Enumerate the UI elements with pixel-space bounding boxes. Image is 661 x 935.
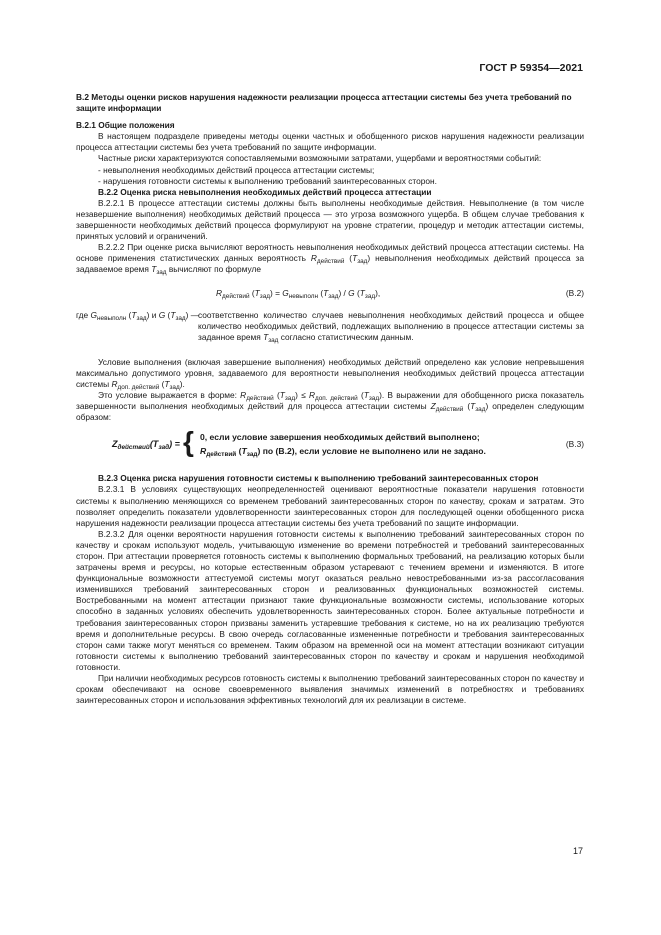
standard-designation: ГОСТ Р 59354—2021 bbox=[479, 62, 583, 74]
section-title: В.2 Методы оценки рисков нарушения надежности реализации процесса аттестации системы без учета требований по защите информации bbox=[76, 92, 572, 114]
subsection-title-1: В.2.1 Общие положения bbox=[76, 120, 175, 131]
formula-b3 bbox=[76, 427, 584, 465]
brace-symbol: { bbox=[183, 426, 194, 458]
subsection-title-2: В.2.2 Оценка риска невыполнения необходимых действий процесса аттестации bbox=[98, 186, 432, 197]
legend-terms: где $G_{невыполн}$ $(T_{зад})$ и G $(T_{зад})$ — bbox=[76, 309, 200, 322]
paragraph: Это условие выражается в форме: $R_{действий}$ $(T_{зад}) \le R_{доп. действий}$ $(T_{зад})$. В выражении для обобщенного риска показатель завершенности выполнения необходимых действий для процесса аттестации системы $Z_{действий}$ $(T_{зад})$ определен следующим образом: bbox=[76, 390, 584, 423]
formula-number: (В.3) bbox=[565, 439, 584, 450]
formula-legend bbox=[76, 310, 584, 343]
subsection-title-3: В.2.3 Оценка риска нарушения готовности системы к выполнению требований заинтересованных сторон bbox=[98, 473, 539, 484]
formula-expression: $R_{действий}$ $(T_{зад}) = G_{невыполн}$ $(T_{зад})$ / G $(T_{зад})$, bbox=[216, 287, 381, 300]
page-number: 17 bbox=[572, 846, 583, 856]
paragraph: При наличии необходимых ресурсов готовность системы к выполнению требований заинтересованных сторон по качеству и срокам обеспечивают на основе своевременного выявления значимых изменений в потребностях и требованиях заинтересованных сторон и использования эффективных технологий для их реализации в системе. bbox=[76, 673, 584, 706]
paragraph: Условие выполнения (включая завершение выполнения) необходимых действий определено как условие непревышения максимально допустимого уровня, задаваемого для вероятности невыполнения необходимых действий процесса аттестации системы $R_{доп. действий}$ $(T_{зад})$. bbox=[76, 356, 584, 391]
paragraph: В.2.2.1 В процессе аттестации системы должны быть выполнены необходимые действия. Невыполнение (в том числе незавершение выполнения) необходимых действий процесса — это угроза возможного ущерба. В общем случае требования к завершенности необходимых действий процесса формулируют на уровне стратегии, процедур и методик аттестации системы, принятых условий и ограничений. bbox=[76, 197, 584, 242]
case-2: $R_{действий}$ $(T_{зад})$ по (В.2), если условие не выполнено или не задано. bbox=[200, 446, 486, 459]
paragraph: В.2.3.1 В условиях существующих неопределенностей оценивают вероятностные показатели нарушения готовности системы к выполнению меняющихся со временем требований заинтересованных сторон по качеству, срокам и затратам. Это позволяет определить показатели удовлетворенности заинтересованных сторон для последующей оценки обобщенного риска нарушения надежности реализации процесса аттестации системы без учета требований по защите информации. bbox=[76, 484, 584, 528]
legend-text: соответственно количество случаев невыполнения необходимых действий процесса и общее количество необходимых действий, подлежащих выполнению в процессе аттестации системы за заданное время $T_{зад}$ согласно статистическим данным. bbox=[198, 309, 584, 344]
paragraph: В.2.2.2 При оценке риска вычисляют вероятность невыполнения необходимых действий процесса аттестации системы. На основе применения статистических данных вероятность $R_{действий}$ $(T_{зад})$ невыполнения необходимых действий процесса за задаваемое время $T_{зад}$ вычисляют по формуле bbox=[76, 242, 584, 277]
formula-lhs: $Z_{действий}(T_{зад})$ = bbox=[112, 439, 180, 452]
paragraph: В настоящем подразделе приведены методы оценки частных и обобщенного рисков нарушения надежности реализации процесса аттестации системы без учета требований по защите информации. bbox=[76, 131, 584, 153]
formula-b2 bbox=[76, 282, 584, 308]
case-1: 0, если условие завершения необходимых действий выполнено; bbox=[200, 432, 480, 443]
formula-number: (В.2) bbox=[565, 287, 584, 298]
paragraph: Частные риски характеризуются сопоставляемыми возможными затратами, ущербами и вероятностями событий: bbox=[98, 153, 542, 164]
paragraph: В.2.3.2 Для оценки вероятности нарушения готовности системы к выполнению требований заинтересованных сторон по качеству и срокам используют модель, учитывающую изменение во времени потребностей и требований заинтересованных сторон. При аттестации проверяется готовность системы к выполнению формальных требований, на реализацию которых были затрачены время и ресурсы, но которые естественным образом устаревают с течением времени и изменяются. В итоге функциональные возможности аттестуемой системы могут оказаться реально невостребованными из-за рассогласования изменившихся требований заинтересованных сторон и реализованных функциональных возможностей системы. Востребованными на момент аттестации признают такие функциональные возможности системы, использование которых способно в заданных условиях обеспечить удовлетворенность заинтересованных сторон. Более актуальные потребности и требования заинтересованных сторон призваны заменить устаревшие требования к системе, но на их реализацию требуются время и дополнительные ресурсы. В свою очередь согласованные измененные потребности и требования заинтересованных сторон сами также могут меняться со временем. Таким образом на временной оси на момент аттестации возникают ситуации готовности системы к выполнению требований заинтересованных сторон по качеству и срокам и нарушения необходимой готовности. bbox=[76, 528, 584, 672]
list-item: - невыполнения необходимых действий процесса аттестации системы; bbox=[98, 164, 375, 175]
page-content bbox=[76, 92, 584, 706]
list-item: - нарушения готовности системы к выполнению требований заинтересованных сторон. bbox=[98, 175, 437, 186]
